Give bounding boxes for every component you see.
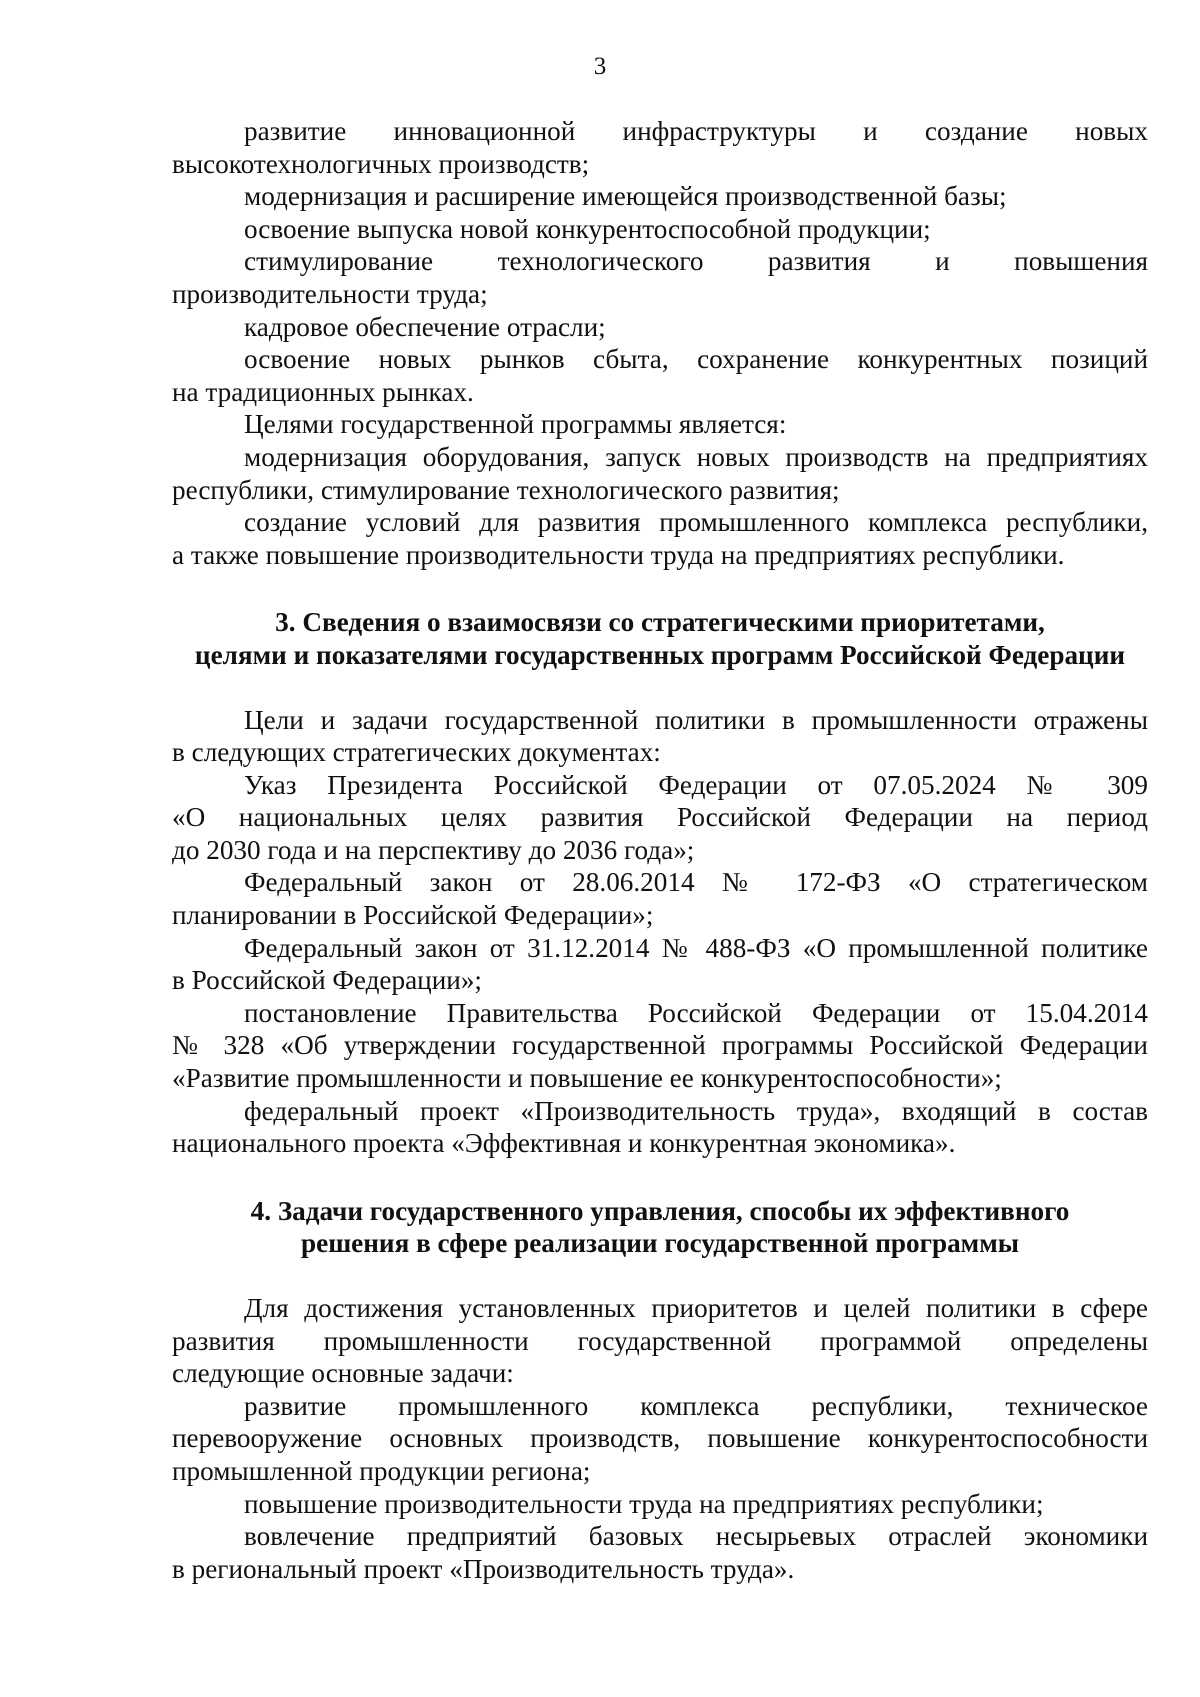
paragraph-line: кадровое обеспечение отрасли; [244, 311, 606, 342]
paragraph-line: создание условий для развития промышленного комплекса республики, [244, 507, 1148, 538]
paragraph-line: следующие основные задачи: [172, 1358, 514, 1389]
paragraph-line: в региональный проект «Производительность труда». [172, 1553, 795, 1584]
section-4-heading [172, 1195, 1148, 1260]
paragraph [172, 343, 1148, 408]
paragraph [172, 245, 1148, 310]
paragraph-line: развитие промышленного комплекса республики, техническое [244, 1390, 1148, 1421]
paragraph [172, 932, 1148, 997]
paragraph-line: стимулирование технологического развития и повышения [244, 246, 1148, 277]
paragraph-line: национального проекта «Эффективная и конкурентная экономика». [172, 1128, 956, 1159]
paragraph-line: республики, стимулирование технологического развития; [172, 474, 840, 505]
paragraph-line: Для достижения установленных приоритетов и целей политики в сфере [244, 1293, 1148, 1323]
paragraph-line: на традиционных рынках. [172, 376, 474, 407]
heading-line: целями и показателями государственных программ Российской Федерации [194, 639, 1126, 670]
paragraph-line: Цели и задачи государственной политики в промышленности отражены [244, 704, 1148, 735]
paragraph [172, 704, 1148, 769]
paragraph-line: модернизация оборудования, запуск новых производств на предприятиях [244, 441, 1148, 472]
paragraph-line: промышленной продукции региона; [172, 1455, 591, 1486]
paragraph-line: развитие инновационной инфраструктуры и создание новых [244, 116, 1148, 146]
paragraph [172, 1520, 1148, 1585]
paragraph [172, 1390, 1148, 1488]
paragraph-line: постановление Правительства Российской Федерации от 15.04.2014 [244, 997, 1148, 1028]
paragraph-line: а также повышение производительности труда на предприятиях республики. [172, 539, 1065, 570]
paragraph-line: вовлечение предприятий базовых несырьевых отраслей экономики [244, 1521, 1148, 1552]
paragraph-line: перевооружение основных производств, повышение конкурентоспособности [172, 1423, 1148, 1454]
paragraph-line: Указ Президента Российской Федерации от 07.05.2024 № 309 [244, 769, 1148, 800]
paragraph-line: «Развитие промышленности и повышение ее конкурентоспособности»; [172, 1063, 1002, 1094]
paragraph-line: высокотехнологичных производств; [172, 148, 590, 179]
paragraph [172, 311, 1148, 344]
paragraph [172, 769, 1148, 867]
paragraph [172, 1292, 1148, 1390]
section-4-body [172, 1292, 1148, 1585]
paragraph [172, 408, 1148, 441]
paragraph-line: освоение новых рынков сбыта, сохранение конкурентных позиций [244, 344, 1148, 375]
paragraph-line: производительности труда; [172, 278, 488, 309]
paragraph-line: в Российской Федерации»; [172, 965, 482, 996]
paragraph-line: освоение выпуска новой конкурентоспособной продукции; [244, 213, 931, 244]
paragraph-line: развития промышленности государственной программой определены [172, 1325, 1148, 1356]
heading-line: 3. Сведения о взаимосвязи со стратегическими приоритетами, [275, 607, 1045, 638]
paragraph [172, 1095, 1148, 1160]
paragraph-line: модернизация и расширение имеющейся производственной базы; [244, 181, 1007, 212]
paragraph-line: Федеральный закон от 31.12.2014 № 488-ФЗ «О промышленной политике [244, 932, 1148, 963]
paragraph-line: до 2030 года и на перспективу до 2036 года»; [172, 834, 695, 865]
paragraph-line: Федеральный закон от 28.06.2014 № 172-ФЗ «О стратегическом [244, 867, 1148, 898]
paragraph-line: № 328 «Об утверждении государственной программы Российской Федерации [172, 1030, 1148, 1061]
paragraph [172, 441, 1148, 506]
section-2-tail [172, 115, 1148, 571]
paragraph-line: «О национальных целях развития Российской Федерации на период [172, 802, 1148, 833]
page-number: 3 [593, 53, 607, 80]
section-3-body [172, 704, 1148, 1160]
paragraph [172, 180, 1148, 213]
paragraph [172, 1488, 1148, 1521]
paragraph-line: Целями государственной программы является: [244, 409, 787, 440]
paragraph [172, 506, 1148, 571]
paragraph-line: повышение производительности труда на предприятиях республики; [244, 1488, 1044, 1519]
paragraph [172, 997, 1148, 1095]
document-body [172, 115, 1148, 1585]
paragraph-line: в следующих стратегических документах: [172, 737, 661, 768]
paragraph [172, 866, 1148, 931]
heading-line: решения в сфере реализации государственной программы [301, 1228, 1019, 1259]
paragraph [172, 115, 1148, 180]
paragraph [172, 213, 1148, 246]
section-3-heading [172, 606, 1148, 671]
paragraph-line: федеральный проект «Производительность труда», входящий в состав [244, 1095, 1148, 1126]
paragraph-line: планировании в Российской Федерации»; [172, 900, 654, 931]
heading-line: 4. Задачи государственного управления, способы их эффективного [250, 1195, 1070, 1226]
